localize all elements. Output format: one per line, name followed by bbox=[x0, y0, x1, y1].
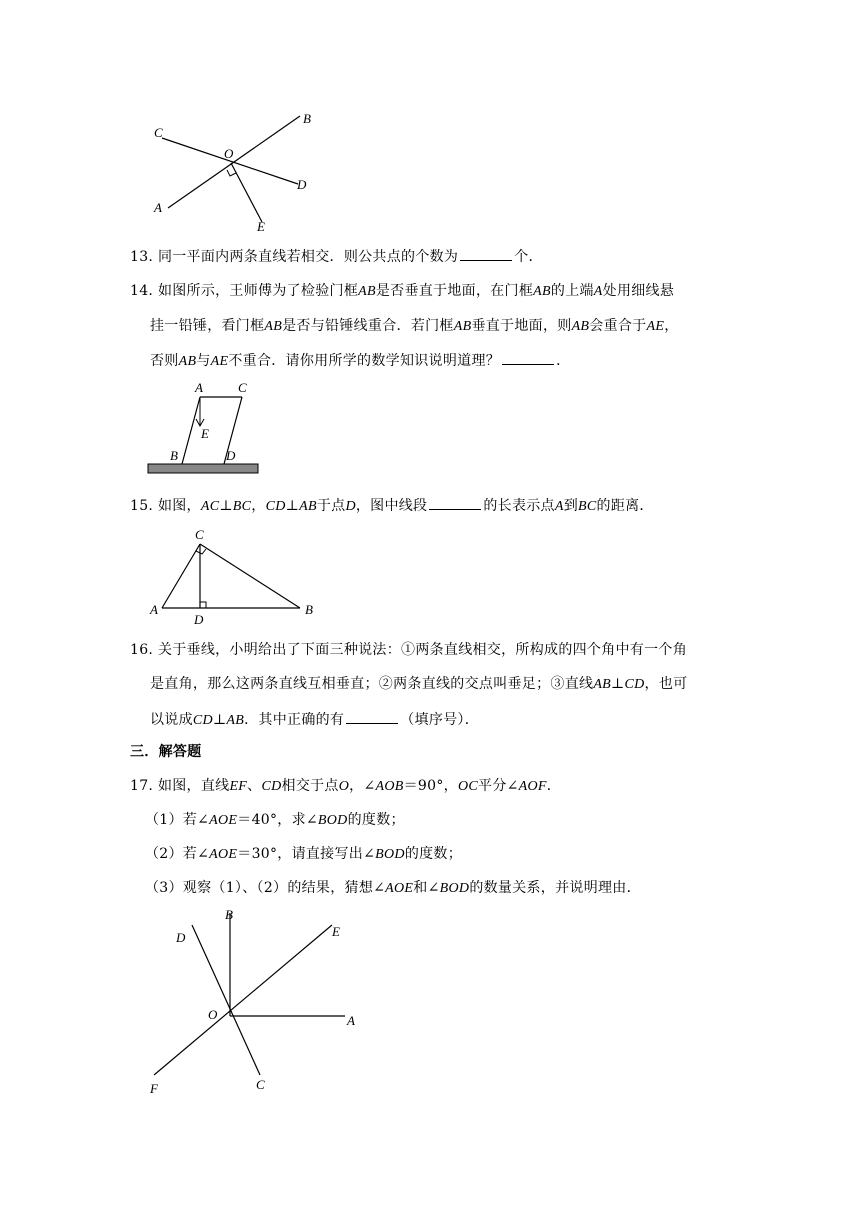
question-14-line-2 bbox=[150, 316, 679, 337]
q14-text: 不重合．请你用所学的数学知识说明道理？ bbox=[228, 353, 501, 369]
question-16-line-1 bbox=[130, 640, 687, 660]
q14-number: 14. bbox=[130, 283, 154, 299]
fig14-label-c: C bbox=[238, 380, 247, 395]
q13-blank[interactable] bbox=[460, 246, 512, 261]
q17-text: 和∠ bbox=[413, 880, 440, 896]
q17-text: （2）若∠ bbox=[145, 846, 210, 862]
q13-text: 同一平面内两条直线若相交．则公共点的个数为 bbox=[157, 249, 459, 265]
q14-text: 是否与铅锤线重合．若门框 bbox=[282, 318, 454, 334]
question-16-line-3 bbox=[150, 709, 479, 731]
fig12-label-b: B bbox=[303, 111, 311, 126]
fig17-label-f: F bbox=[150, 1081, 158, 1096]
q14-text: 如图所示，王师傅为了检验门框 bbox=[157, 283, 359, 299]
q14-comma: ， bbox=[664, 318, 679, 334]
fig14-label-e: E bbox=[201, 426, 209, 441]
q17-text: 、 bbox=[247, 778, 262, 794]
q14-text: 与 bbox=[196, 353, 211, 369]
q16-text: ，也可 bbox=[644, 676, 688, 692]
fig17-label-o: O bbox=[208, 1007, 218, 1022]
question-17-part-3 bbox=[145, 878, 641, 899]
fig14-label-b: B bbox=[170, 448, 178, 463]
fig12-label-d: D bbox=[297, 177, 307, 192]
q17-cd: CD bbox=[261, 779, 282, 794]
q14-text: 是否垂直于地面，在门框 bbox=[375, 283, 534, 299]
q15-text: ， bbox=[251, 498, 266, 514]
q14-text: 垂直于地面，则 bbox=[471, 318, 572, 334]
q14-text: 处用细线悬 bbox=[602, 283, 675, 299]
fig15-label-b: B bbox=[305, 602, 313, 617]
q16-text: （填序号）． bbox=[400, 712, 480, 728]
q14-ab: AB bbox=[453, 319, 472, 334]
fig15-label-d: D bbox=[194, 612, 204, 627]
q15-text: 的长表示点 bbox=[483, 498, 555, 514]
figure-q12 bbox=[140, 100, 340, 240]
fig12-label-o: O bbox=[224, 146, 234, 161]
q16-text: 以说成 bbox=[150, 712, 193, 728]
question-16-line-2 bbox=[150, 674, 687, 695]
fig17-label-c: C bbox=[256, 1077, 265, 1092]
q14-ab: AB bbox=[358, 284, 376, 299]
q17-ef: EF bbox=[229, 779, 248, 794]
q16-number: 16. bbox=[130, 642, 154, 658]
q17-text: ，∠ bbox=[349, 778, 376, 794]
section-heading: 三．解答题 bbox=[130, 744, 202, 760]
fig12-label-e: E bbox=[257, 219, 265, 234]
q15-blank[interactable] bbox=[429, 495, 481, 510]
q17-number: 17. bbox=[130, 778, 154, 794]
q15-bc: BC bbox=[578, 499, 597, 514]
q14-ab: AB bbox=[264, 319, 283, 334]
q15-a: A bbox=[554, 499, 564, 514]
q17-text: 的数量关系，并说明理由． bbox=[469, 880, 641, 896]
q15-cd-ab: CD⊥AB bbox=[265, 499, 317, 514]
q16-text: 关于垂线，小明给出了下面三种说法：①两条直线相交，所构成的四个角中有一个角 bbox=[157, 642, 688, 658]
q14-period: ． bbox=[556, 353, 571, 369]
q16-cd-ab: CD⊥AB bbox=[192, 713, 245, 728]
q15-text: ，图中线段 bbox=[355, 498, 428, 514]
fig15-label-c: C bbox=[195, 527, 204, 542]
q14-blank[interactable] bbox=[502, 350, 554, 365]
q14-ab: AB bbox=[571, 319, 590, 334]
q15-ac-bc: AC⊥BC bbox=[200, 499, 252, 514]
q17-bod: BOD bbox=[375, 847, 405, 862]
question-17 bbox=[130, 776, 561, 797]
q15-text: 如图， bbox=[157, 498, 201, 514]
q14-text: 挂一铅锤，看门框 bbox=[150, 318, 265, 334]
question-17-part-1 bbox=[145, 810, 405, 831]
q15-text: 于点 bbox=[316, 498, 346, 514]
q16-text: ．其中正确的有 bbox=[244, 712, 345, 728]
question-17-part-2 bbox=[145, 844, 462, 865]
q17-aoe: AOE bbox=[209, 813, 238, 828]
q15-number: 15. bbox=[130, 498, 154, 514]
q16-ab-cd: AB⊥CD bbox=[593, 677, 645, 692]
question-14-line-1 bbox=[130, 281, 674, 302]
fig17-label-e: E bbox=[332, 924, 340, 939]
q17-text: ＝30°，请直接写出∠ bbox=[237, 846, 376, 862]
fig15-label-a: A bbox=[150, 602, 158, 617]
q17-text: ＝90°， bbox=[403, 778, 458, 794]
q17-text: （3）观察（1）、（2）的结果，猜想∠ bbox=[145, 880, 386, 896]
q17-aoe: AOE bbox=[385, 881, 414, 896]
fig12-label-a: A bbox=[154, 200, 162, 215]
fig17-label-d: D bbox=[176, 930, 186, 945]
q13-number: 13. bbox=[130, 249, 154, 265]
q13-text-after: 个． bbox=[514, 249, 543, 265]
q17-text: ． bbox=[546, 778, 562, 794]
q17-o: O bbox=[338, 779, 350, 794]
q17-text: ＝40°，求∠ bbox=[237, 812, 318, 828]
fig12-label-c: C bbox=[154, 125, 163, 140]
q14-ab: AB bbox=[178, 354, 197, 369]
q15-text: 到 bbox=[563, 498, 579, 514]
q17-text: （1）若∠ bbox=[145, 812, 210, 828]
question-13 bbox=[130, 246, 543, 267]
question-14-line-3 bbox=[150, 350, 570, 372]
q17-oc: OC bbox=[457, 779, 479, 794]
q17-bod: BOD bbox=[317, 813, 348, 828]
q16-blank[interactable] bbox=[346, 709, 398, 724]
q14-a: A bbox=[593, 284, 603, 299]
fig14-label-d: D bbox=[226, 448, 236, 463]
question-15 bbox=[130, 495, 654, 517]
q15-text: 的距离． bbox=[596, 498, 654, 514]
q17-aof: AOF bbox=[518, 779, 547, 794]
fig17-label-a: A bbox=[347, 1013, 355, 1028]
q17-text: 相交于点 bbox=[281, 778, 339, 794]
figure-q17 bbox=[140, 905, 370, 1105]
figure-q14 bbox=[140, 380, 270, 480]
figure-q15 bbox=[140, 522, 330, 632]
fig14-label-a: A bbox=[195, 380, 203, 395]
q17-text: 的度数； bbox=[347, 812, 405, 828]
q17-aob: AOB bbox=[375, 779, 404, 794]
q17-text: 如图，直线 bbox=[157, 778, 230, 794]
fig17-label-b: B bbox=[225, 907, 233, 922]
q17-text: 的度数； bbox=[404, 846, 463, 862]
q14-text: 的上端 bbox=[550, 283, 594, 299]
q17-bod: BOD bbox=[439, 881, 470, 896]
q14-text: 会重合于 bbox=[589, 318, 647, 334]
q14-ab: AB bbox=[533, 284, 551, 299]
q14-ae: AE bbox=[210, 354, 229, 369]
q14-ae: AE bbox=[646, 319, 665, 334]
q17-text: 平分∠ bbox=[478, 778, 519, 794]
q15-d: D bbox=[345, 499, 356, 514]
q14-text: 否则 bbox=[150, 353, 179, 369]
q17-aoe: AOE bbox=[209, 847, 238, 862]
q16-text: 是直角，那么这两条直线互相垂直；②两条直线的交点叫垂足；③直线 bbox=[150, 676, 594, 692]
